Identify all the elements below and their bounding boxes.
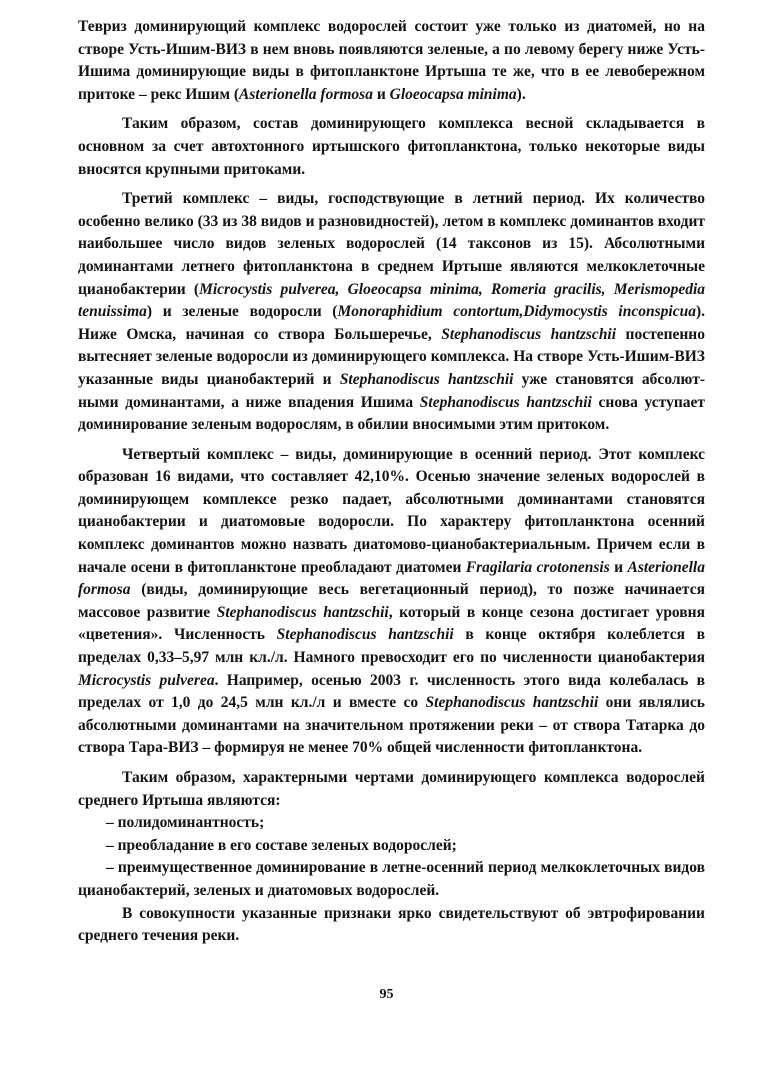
species-name: Stephanodiscus hantzschii (216, 603, 389, 621)
closing-paragraph: В совокупности указанные признаки ярко свидетельствуют об эвтрофировании среднего течения реки. (78, 904, 705, 945)
species-name: Microcystis pulverea, Gloeocapsa minima, Romeria gracilis, Merismopedia tenuissima (78, 280, 706, 321)
species-name: Monoraphidium contortum,Didymocystis inconspicua (337, 303, 696, 321)
species-name: Stephanodiscus hantzschii (441, 325, 617, 343)
list-item: – преимущественное доминирование в летне-осенний период мелкоклеточных видов цианобактерий, зеленых и диатомовых водорослей. (78, 857, 705, 902)
page-body (78, 16, 705, 948)
species-name: Stephanodiscus hantzschii (425, 694, 599, 712)
paragraph: Четвертый комплекс – виды, доминирующие в осенний период. Этот комплекс образован 16 видами, что составляет 42,10%. Осенью значение зеленых водорослей в доминирующем комплексе резко падает, абсолютными доминантами становятся цианобактерии и диатомовые водоросли. По характеру фитопланктона осенний комплекс доминантов можно назвать диатомово-цианобактериальным. Причем если в начале осени в фитопланктоне преобладают диатомеи Fragilaria crotonensis и Asterionella formosa (виды, доминирующие весь вегетационный период), то позже начинается массовое развитие Stephanodiscus hantzschii, который в конце сезона достигает уровня «цветения». Численность Stephanodiscus hantzschii в конце октября колеблется в пределах 0,33–5,97 млн кл./л. Намного превосходит его по численности цианобактерия Microcystis pulverea. Например, осенью 2003 г. численность этого вида колебалась в пределах от 1,0 до 24,5 млн кл./л и вместе со Stephanodiscus hantzschii они являлись абсолютными доминантами на значительном протяжении реки – от створа Татарка до створа Тара-ВИЗ – формируя не менее 70% общей численности фитопланктона. (78, 445, 705, 757)
paragraph: Таким образом, состав доминирующего комплекса весной складывается в основном за счет автохтонного иртышского фитопланктона, только некоторые виды вносятся крупными притоками. (78, 115, 705, 178)
feature-list (78, 812, 705, 902)
species-name: Gloeocapsa minima (389, 85, 517, 103)
paragraph: Таким образом, характерными чертами доминирующего комплекса водорослей среднего Иртыша являются: (78, 769, 705, 809)
species-name: Asterionella formosa (239, 85, 373, 103)
paragraph: Тевриз доминирующий комплекс водорослей состоит уже только из диатомей, но на створе Усть-Ишим-ВИЗ в нем вновь появляются зеленые, а по левому берегу ниже Усть-Ишима доминирующие виды в фитопланктоне Иртыша те же, что в ее левобережном притоке – рекс Ишим (Asterionella formosa и Gloeocapsa minima). (78, 18, 705, 103)
species-name: Asterionella formosa (78, 558, 705, 599)
paragraph: Третий комплекс – виды, господствующие в летний период. Их количество особенно велико (33 из 38 видов и разновидностей), летом в комплекс доминантов входит наибольшее число видов зеленых водорослей (14 таксонов из 15). Абсолютными доминантами летнего фитопланктона в среднем Иртыше являются мелкоклеточные цианобактерии (Microcystis pulverea, Gloeocapsa minima, Romeria gracilis, Merismopedia tenuissima) и зеленые водоросли (Monoraphidium contortum,Didymocystis inconspicua). Ниже Омска, начиная со створа Большеречье, Stephanodiscus hantzschii постепенно вытесняет зеленые водоросли из доминирующего комплекса. На створе Усть-Ишим-ВИЗ указанные виды цианобактерий и Stephanodiscus hantzschii уже становятся абсолютными доминантами, а ниже впадения Ишима Stephanodiscus hantzschii снова уступает доминирование зеленым водорослям, в обилии вносимыми этим притоком. (78, 190, 706, 434)
list-item: – преобладание в его составе зеленых водорослей; (78, 835, 705, 858)
species-name: Fragilaria crotonensis (465, 558, 610, 576)
species-name: Stephanodiscus hantzschii (419, 393, 592, 411)
species-name: Stephanodiscus hantzschii (339, 370, 514, 388)
list-item: – полидоминантность; (78, 812, 705, 835)
species-name: Stephanodiscus hantzschii (276, 626, 454, 644)
species-name: Microcystis pulverea (78, 671, 215, 689)
page-number: 95 (379, 987, 394, 1002)
